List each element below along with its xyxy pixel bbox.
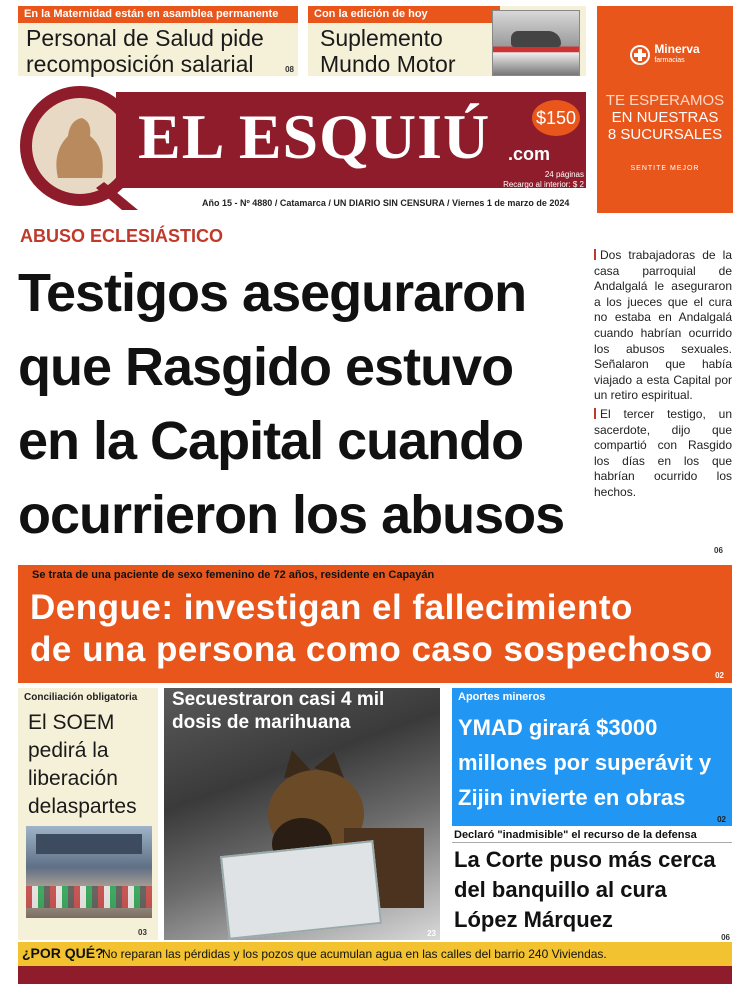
page-number: 23 xyxy=(427,929,436,938)
ymad-kicker: Aportes mineros xyxy=(458,691,546,703)
drugs-story[interactable] xyxy=(164,688,440,940)
magazine-cover-image xyxy=(492,10,580,76)
corte-headline: La Corte puso más cerca del banquillo al cura López Márquez xyxy=(454,847,716,932)
page-number: 02 xyxy=(717,815,726,824)
pages-count: 24 páginas xyxy=(544,170,584,179)
packages xyxy=(220,840,382,940)
masthead xyxy=(18,82,588,214)
masthead-title: EL ESQUIÚ xyxy=(138,101,491,172)
cross-logo-icon xyxy=(630,45,650,65)
corte-kicker: Declaró "inadmisible" el recurso de la defensa xyxy=(452,828,732,843)
teaser-headline: Personal de Salud pide recomposición salarial xyxy=(26,25,264,77)
dengue-kicker: Se trata de una paciente de sexo femenino de 72 años, residente en Capayán xyxy=(32,569,435,581)
drugs-headline: Secuestraron casi 4 mil dosis de marihuana xyxy=(172,689,385,733)
ad-tagline: SENTITE MEJOR xyxy=(630,165,700,172)
page-number: 08 xyxy=(285,65,294,74)
por-que-text: No reparan las pérdidas y los pozos que acumulan agua en las calles del barrio 240 Viviendas. xyxy=(102,947,607,961)
corte-story[interactable] xyxy=(452,828,732,940)
teaser-headline: Suplemento Mundo Motor xyxy=(320,25,456,77)
edition-line: Año 15 - Nº 4880 / Catamarca / UN DIARIO SIN CENSURA / Viernes 1 de marzo de 2024 xyxy=(202,198,570,208)
bullet-bar xyxy=(594,408,596,419)
minerva-ad[interactable] xyxy=(597,6,733,213)
soem-headline: El SOEM pedirá la liberación delaspartes xyxy=(28,711,137,818)
surcharge: Recargo al interior: $ 2 xyxy=(503,180,584,189)
minerva-logo: Minerva farmacias xyxy=(597,44,733,66)
soem-story[interactable] xyxy=(18,688,158,940)
lead-headline[interactable]: Testigos aseguraron que Rasgido estuvo en la Capital cuando ocurrieron los abusos xyxy=(18,263,565,545)
page-number: 06 xyxy=(714,546,723,555)
page-number: 02 xyxy=(715,671,724,680)
dengue-headline: Dengue: investigan el fallecimiento de una persona como caso sospechoso xyxy=(30,588,713,669)
page-number: 06 xyxy=(721,933,730,942)
lead-kicker: ABUSO ECLESIÁSTICO xyxy=(20,226,224,246)
masthead-domain: .com xyxy=(508,144,551,164)
ad-text: TE ESPERAMOS EN NUESTRAS 8 SUCURSALES xyxy=(605,92,725,143)
bullet-bar xyxy=(594,249,596,260)
teaser-salud[interactable] xyxy=(18,6,298,76)
teaser-mundo-motor[interactable] xyxy=(308,6,586,76)
por-que-label: ¿POR QUÉ? xyxy=(22,945,104,961)
teaser-kicker: Con la edición de hoy xyxy=(308,6,500,23)
ymad-headline: YMAD girará $3000 millones por superávit y Zijin invierte en obras xyxy=(458,715,712,810)
social-footer[interactable]: facebook.com/elesquiu Twitter: @elesquiu Instagram: elesquiu YouTube: youtube.com/elesquiu WhatsApp: 3834453001 xyxy=(18,966,732,984)
soem-kicker: Conciliación obligatoria xyxy=(24,692,138,703)
teaser-kicker: En la Maternidad están en asamblea permanente xyxy=(18,6,298,23)
soem-photo xyxy=(26,826,152,918)
ymad-story[interactable] xyxy=(452,688,732,826)
dengue-story[interactable] xyxy=(18,565,732,683)
page-number: 03 xyxy=(138,928,147,937)
por-que-strip[interactable] xyxy=(18,942,732,966)
lead-summary: Dos trabajadoras de la casa parroquial de Andalgalá le aseguraron a los jueces que el cura no estaba en Andalgalá cuando habrían ocurrido los abusos sexuales. Señalaron que había viajado a esta Capital por un retiro espiritual. El tercer testigo, un sacerdote, dijo que compartió con Rasgido los días en los que habrían ocurrido los hechos. xyxy=(594,248,732,499)
price-badge: $150 xyxy=(532,100,580,136)
